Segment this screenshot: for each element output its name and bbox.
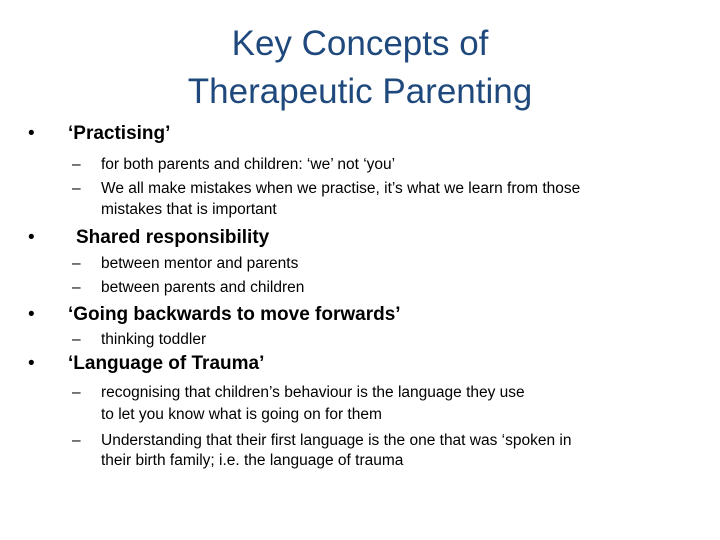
sub-item-text: Understanding that their first language is the one that was ‘spoken in <box>101 432 572 449</box>
sub-dash: – <box>72 180 81 197</box>
sub-dash: – <box>72 384 81 401</box>
bullet-dot: • <box>28 304 35 325</box>
bullet-heading: ‘Practising’ <box>68 123 171 144</box>
bullet-dot: • <box>28 123 35 144</box>
sub-dash: – <box>72 279 81 296</box>
sub-dash: – <box>72 331 81 348</box>
sub-item-text: recognising that children’s behaviour is the language they use <box>101 384 525 401</box>
sub-item-text: thinking toddler <box>101 331 207 348</box>
sub-dash: – <box>72 432 81 449</box>
sub-item-text: between mentor and parents <box>101 255 299 272</box>
bullet-heading: ‘Language of Trauma’ <box>68 353 265 374</box>
title-line-2: Therapeutic Parenting <box>187 72 533 111</box>
title-line-1: Key Concepts of <box>231 24 489 63</box>
sub-dash: – <box>72 255 81 272</box>
sub-item-text: for both parents and children: ‘we’ not ‘you’ <box>101 156 396 173</box>
bullet-heading: ‘Going backwards to move forwards’ <box>68 304 401 325</box>
sub-item-text: mistakes that is important <box>101 201 277 218</box>
sub-item-text: their birth family; i.e. the language of trauma <box>101 452 404 469</box>
sub-item-text: We all make mistakes when we practise, it’s what we learn from those <box>101 180 581 197</box>
slide-title <box>0 20 720 116</box>
sub-item-text: to let you know what is going on for them <box>101 406 382 423</box>
bullet-dot: • <box>28 227 35 248</box>
bullet-dot: • <box>28 353 35 374</box>
sub-item-text: between parents and children <box>101 279 305 296</box>
bullet-heading: Shared responsibility <box>76 227 270 248</box>
sub-dash: – <box>72 156 81 173</box>
